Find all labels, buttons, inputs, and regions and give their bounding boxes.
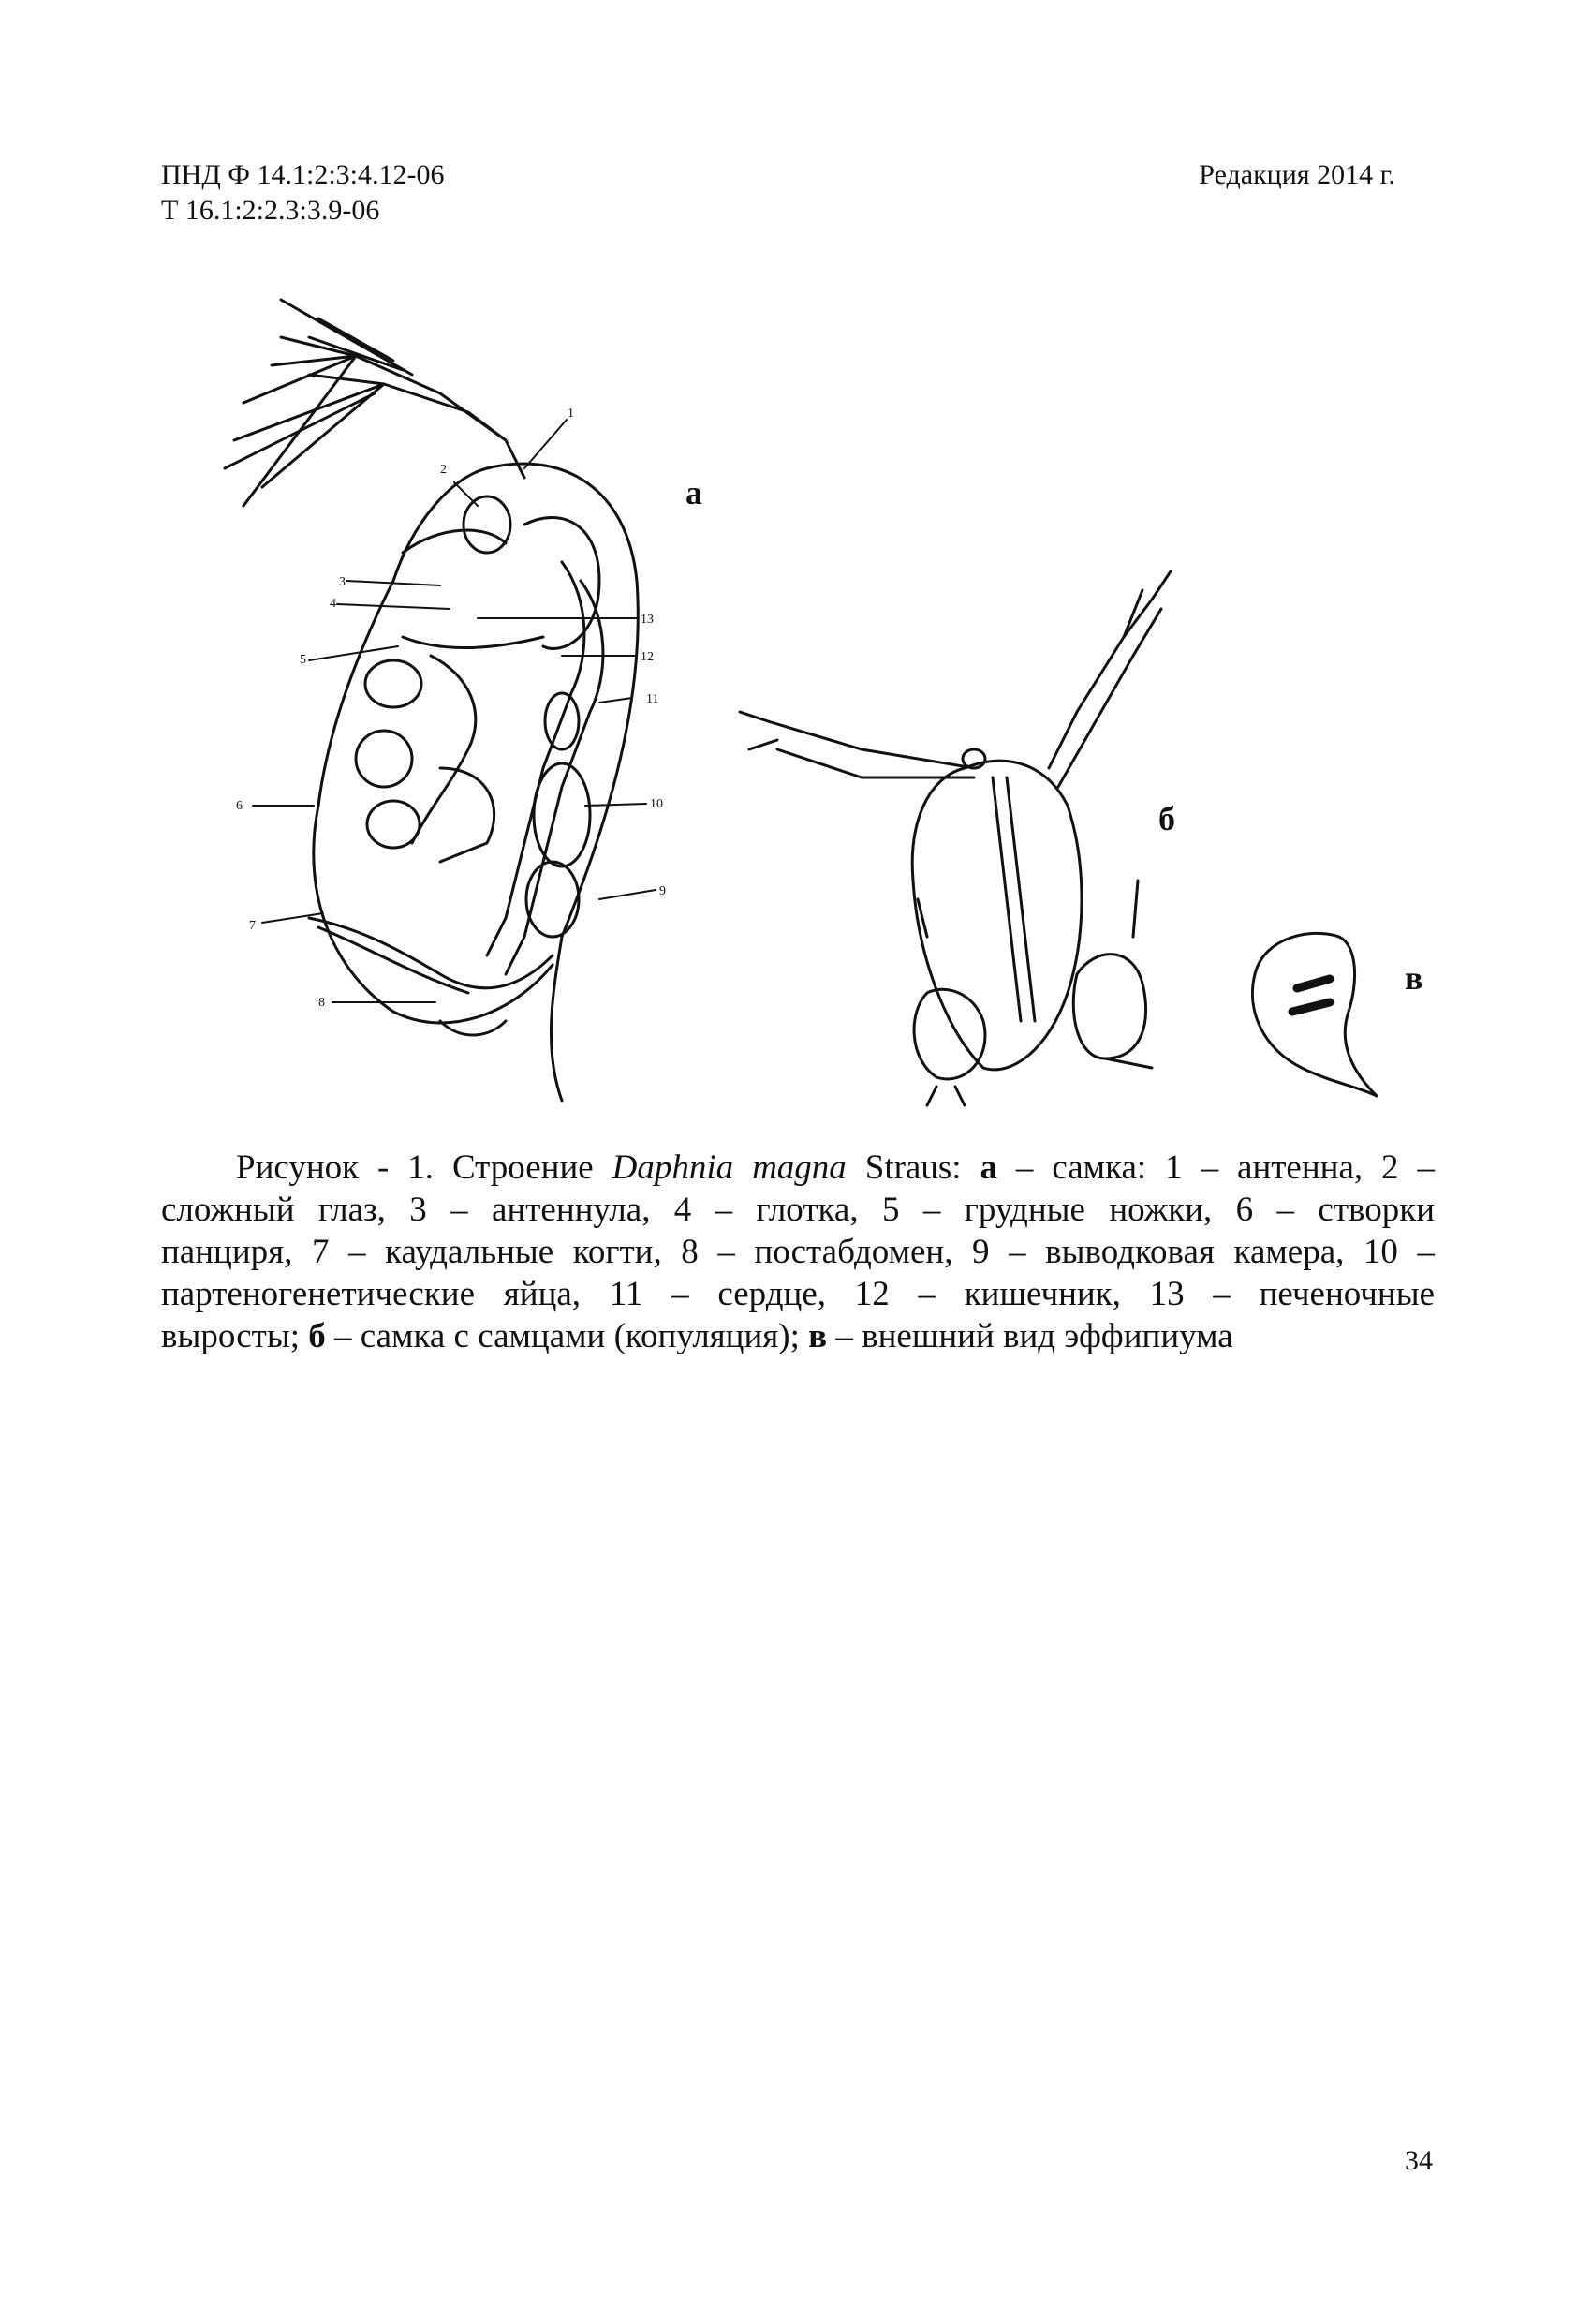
label-9: 9 xyxy=(659,884,666,898)
figure-caption xyxy=(161,1147,1435,1357)
label-7: 7 xyxy=(249,919,256,933)
label-5: 5 xyxy=(300,653,306,667)
carapace-drawing xyxy=(309,464,638,1101)
edition-label: Редакция 2014 г. xyxy=(1199,159,1395,190)
label-10: 10 xyxy=(650,797,663,811)
antenna-drawing xyxy=(225,300,524,506)
caption-line-5: выросты; б – самка с самцами (копуляция); в – внешний вид эффипиума xyxy=(161,1317,1233,1355)
page-number: 34 xyxy=(1405,2145,1433,2176)
label-11: 11 xyxy=(646,692,659,706)
caption-line-2: сложный глаз, 3 – антеннула, 4 – глотка, 5 – грудные ножки, 6 – створки xyxy=(161,1191,1435,1229)
doc-code-2: Т 16.1:2:2.3:3.9-06 xyxy=(161,195,380,226)
doc-code-1: ПНД Ф 14.1:2:3:4.12-06 xyxy=(161,159,445,190)
label-1: 1 xyxy=(568,407,574,421)
label-6: 6 xyxy=(236,799,243,813)
daphnia-illustration xyxy=(0,0,1592,1143)
panel-a-letter: а xyxy=(685,474,702,511)
daphnia-figure xyxy=(0,0,1592,1143)
label-4: 4 xyxy=(330,597,336,611)
caption-line-4: партеногенетические яйца, 11 – сердце, 12 – кишечник, 13 – печеночные xyxy=(161,1275,1435,1313)
label-12: 12 xyxy=(641,650,654,664)
caption-line-3: панциря, 7 – каудальные когти, 8 – постабдомен, 9 – выводковая камера, 10 – xyxy=(161,1233,1435,1271)
label-8: 8 xyxy=(318,996,325,1010)
copulation-drawing xyxy=(740,571,1171,1105)
label-2: 2 xyxy=(440,463,447,477)
ephippium-drawing xyxy=(1252,933,1377,1096)
species-name: Daphnia magna xyxy=(612,1148,847,1187)
panel-b-letter: б xyxy=(1158,800,1175,837)
label-13: 13 xyxy=(641,613,654,627)
label-3: 3 xyxy=(339,575,346,589)
panel-v-letter: в xyxy=(1405,959,1423,997)
caption-line-1: Рисунок - 1. Строение Daphnia magna Straus: а – самка: 1 – антенна, 2 – xyxy=(236,1148,1435,1187)
